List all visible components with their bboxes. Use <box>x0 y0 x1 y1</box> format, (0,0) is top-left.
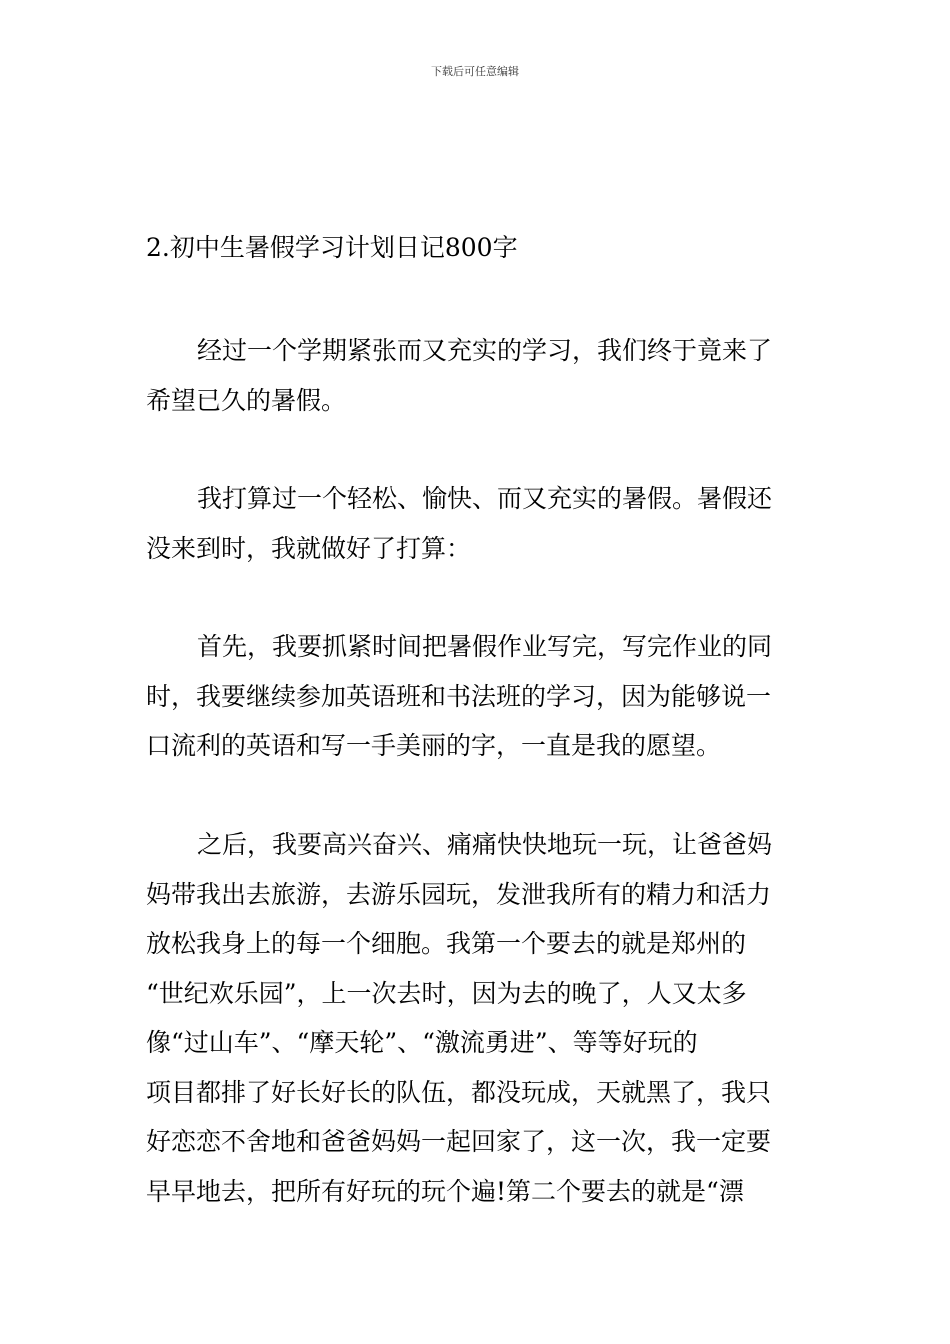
paragraph-line: 好恋恋不舍地和爸爸妈妈一起回家了，这一次，我一定要 <box>146 1127 772 1156</box>
paragraph-1 <box>146 326 826 425</box>
paragraph-line: 希望已久的暑假。 <box>146 385 347 415</box>
paragraph-line: 没来到时，我就做好了打算： <box>146 533 472 563</box>
paragraph-line: “世纪欢乐园”，上一次去时，因为去的晚了，人又太多 <box>146 978 747 1008</box>
paragraph-4 <box>146 820 826 1216</box>
paragraph-line: 经过一个学期紧张而又充实的学习，我们终于竟来了 <box>197 336 773 365</box>
page-header-note: 下载后可任意编辑 <box>431 65 519 78</box>
paragraph-3 <box>146 622 826 771</box>
paragraph-line: 放松我身上的每一个细胞。我第一个要去的就是郑州的 <box>146 929 747 958</box>
paragraph-2 <box>146 474 826 573</box>
paragraph-line: 首先，我要抓紧时间把暑假作业写完，写完作业的同 <box>197 632 773 661</box>
paragraph-line: 口流利的英语和写一手美丽的字，一直是我的愿望。 <box>146 731 722 760</box>
paragraph-line: 早早地去，把所有好玩的玩个遍!第二个要去的就是“漂 <box>146 1176 744 1206</box>
paragraph-line: 时，我要继续参加英语班和书法班的学习，因为能够说一 <box>146 681 772 711</box>
paragraph-line: 我打算过一个轻松、愉快、而又充实的暑假。暑假还 <box>197 484 773 513</box>
paragraph-line: 妈带我出去旅游，去游乐园玩，发泄我所有的精力和活力 <box>146 879 772 909</box>
paragraph-line: 项目都排了好长好长的队伍，都没玩成，天就黑了，我只 <box>146 1077 772 1107</box>
paragraph-line: 之后，我要高兴奋兴、痛痛快快地玩一玩，让爸爸妈 <box>197 830 773 859</box>
article-title: 2.初中生暑假学习计划日记800字 <box>146 233 518 262</box>
paragraph-line: 像“过山车”、“摩天轮”、“激流勇进”、等等好玩的 <box>146 1028 698 1057</box>
